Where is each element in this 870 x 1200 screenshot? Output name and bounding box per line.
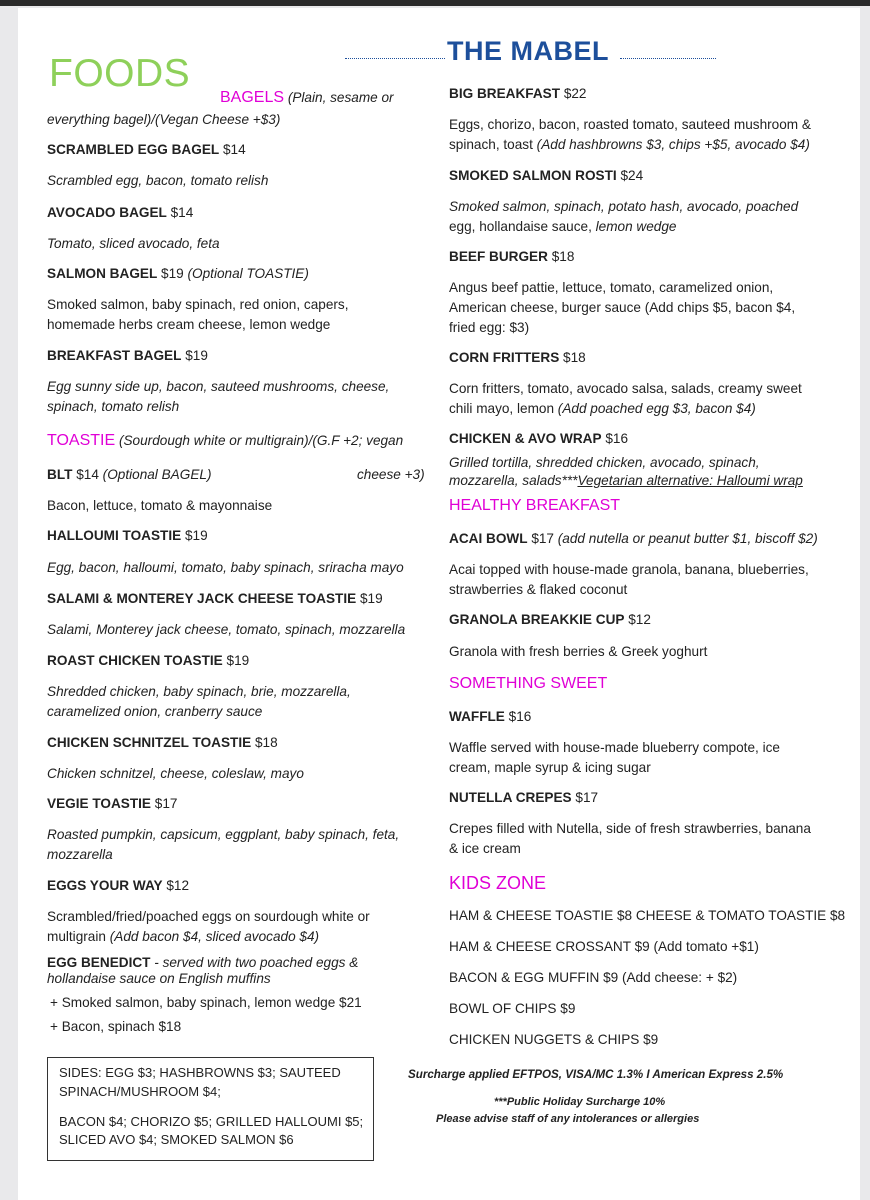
menu-item-scrambled-egg-bagel	[47, 140, 246, 160]
allergy-note: Please advise staff of any intolerances or allergies	[436, 1113, 700, 1125]
benedict-option: + Smoked salmon, baby spinach, lemon wedge $21	[50, 995, 362, 1010]
item-name: CHICKEN & AVO WRAP	[449, 431, 602, 446]
item-name: VEGIE TOASTIE	[47, 796, 151, 811]
sides-line: SPINACH/MUSHROOM $4;	[59, 1084, 221, 1099]
item-description: Smoked salmon, spinach, potato hash, avocado, poached	[449, 199, 799, 214]
item-price: $18	[551, 249, 575, 264]
kids-item: BOWL OF CHIPS $9	[449, 1001, 576, 1016]
item-price: $19	[226, 653, 250, 668]
item-price: $17	[575, 790, 599, 805]
item-description	[449, 399, 756, 419]
item-description	[449, 217, 676, 237]
item-description-part: lemon wedge	[595, 219, 677, 234]
item-name: EGG BENEDICT	[47, 955, 151, 970]
menu-item-chicken-avo-wrap	[449, 429, 628, 449]
item-description-part: mozzarella, salads***	[449, 473, 578, 488]
item-price: $14	[170, 205, 194, 220]
bagels-note: (Plain, sesame or	[287, 90, 394, 105]
item-description-part: multigrain	[47, 929, 106, 944]
item-name: BEEF BURGER	[449, 249, 548, 264]
item-description: Roasted pumpkin, capsicum, eggplant, baby spinach, feta,	[47, 827, 400, 842]
item-price: $19	[161, 266, 184, 281]
item-description: Waffle served with house-made blueberry compote, ice	[449, 740, 780, 755]
item-price: $12	[628, 612, 651, 627]
item-description: Eggs, chorizo, bacon, roasted tomato, sauteed mushroom &	[449, 117, 811, 132]
item-name: HALLOUMI TOASTIE	[47, 528, 182, 543]
menu-item-avocado-bagel	[47, 203, 193, 223]
item-description-part: egg, hollandaise sauce,	[449, 219, 592, 234]
item-name: ROAST CHICKEN TOASTIE	[47, 653, 223, 668]
item-description	[47, 927, 319, 947]
menu-item-nutella-crepes	[449, 788, 598, 808]
menu-item-chicken-schnitzel-toastie	[47, 733, 278, 753]
item-name: EGGS YOUR WAY	[47, 878, 163, 893]
benedict-option: + Bacon, spinach $18	[50, 1019, 182, 1034]
item-price: $19	[359, 591, 383, 606]
item-price: $12	[166, 878, 190, 893]
kids-item: CHICKEN NUGGETS & CHIPS $9	[449, 1032, 659, 1047]
kids-item: HAM & CHEESE TOASTIE $8 CHEESE & TOMATO TOASTIE $8	[449, 908, 846, 923]
menu-item-egg-benedict	[47, 955, 358, 971]
item-name: WAFFLE	[449, 709, 505, 724]
item-description: Tomato, sliced avocado, feta	[47, 236, 220, 251]
menu-item-corn-fritters	[449, 348, 586, 368]
menu-item-big-breakfast	[449, 84, 587, 104]
bagels-note-cont: everything bagel)/(Vegan Cheese +$3)	[47, 112, 281, 127]
bagels-heading: BAGELS	[220, 89, 285, 106]
toastie-section	[47, 431, 403, 451]
item-description-part: spinach, toast	[449, 137, 533, 152]
item-description: American cheese, burger sauce (Add chips $5, bacon $4,	[449, 300, 796, 315]
item-price: $19	[184, 528, 208, 543]
item-name: CORN FRITTERS	[449, 350, 560, 365]
item-price: $22	[563, 86, 587, 101]
menu-item-granola-breakkie-cup	[449, 610, 651, 630]
holiday-surcharge-note: ***Public Holiday Surcharge 10%	[494, 1096, 666, 1108]
foods-heading: FOODS	[49, 52, 191, 95]
item-name: SALMON BAGEL	[47, 266, 158, 281]
menu-item-breakfast-bagel	[47, 346, 208, 366]
item-price: $18	[563, 350, 586, 365]
item-addons: (Add poached egg $3, bacon $4)	[557, 401, 756, 416]
title-dots-left	[345, 58, 445, 59]
item-addons: (Add hashbrowns $3, chips +$5, avocado $4)	[536, 137, 810, 152]
item-description: Egg sunny side up, bacon, sauteed mushrooms, cheese,	[47, 379, 390, 394]
window-top-bar	[0, 0, 870, 6]
item-description: homemade herbs cream cheese, lemon wedge	[47, 317, 331, 332]
item-name: CHICKEN SCHNITZEL TOASTIE	[47, 735, 252, 750]
item-description: Salami, Monterey jack cheese, tomato, spinach, mozzarella	[47, 622, 406, 637]
something-sweet-heading: SOMETHING SWEET	[449, 675, 608, 692]
item-description: spinach, tomato relish	[47, 399, 180, 414]
item-description: Crepes filled with Nutella, side of fresh strawberries, banana	[449, 821, 811, 836]
item-description: caramelized onion, cranberry sauce	[47, 704, 263, 719]
menu-item-beef-burger	[449, 247, 574, 267]
surcharge-note: Surcharge applied EFTPOS, VISA/MC 1.3% I American Express 2.5%	[408, 1068, 784, 1081]
item-description: Granola with fresh berries & Greek yoghurt	[449, 644, 708, 659]
toastie-heading: TOASTIE	[47, 432, 116, 449]
menu-item-halloumi-toastie	[47, 526, 208, 546]
item-description-part: chili mayo, lemon	[449, 401, 555, 416]
item-note: (Optional TOASTIE)	[187, 266, 309, 281]
item-description: fried egg: $3)	[449, 320, 530, 335]
item-name: AVOCADO BAGEL	[47, 205, 167, 220]
item-price: $14	[76, 467, 99, 482]
kids-zone-heading: KIDS ZONE	[449, 873, 547, 893]
item-name: GRANOLA BREAKKIE CUP	[449, 612, 625, 627]
item-description: cream, maple syrup & icing sugar	[449, 760, 651, 775]
item-description: Smoked salmon, baby spinach, red onion, capers,	[47, 297, 349, 312]
item-price: $16	[508, 709, 532, 724]
kids-item: BACON & EGG MUFFIN $9 (Add cheese: + $2)	[449, 970, 738, 985]
item-name: SCRAMBLED EGG BAGEL	[47, 142, 220, 157]
menu-item-waffle	[449, 707, 531, 727]
sides-line: SIDES: EGG $3; HASHBROWNS $3; SAUTEED	[59, 1065, 341, 1080]
item-description: mozzarella	[47, 847, 113, 862]
item-description: Scrambled egg, bacon, tomato relish	[47, 173, 269, 188]
toastie-note: (Sourdough white or multigrain)/(G.F +2; vegan	[118, 433, 404, 448]
item-note: - served with two poached eggs &	[154, 955, 359, 970]
item-description: Grilled tortilla, shredded chicken, avocado, spinach,	[449, 455, 760, 470]
sides-line: BACON $4; CHORIZO $5; GRILLED HALLOUMI $5;	[59, 1114, 364, 1129]
item-price: $16	[605, 431, 629, 446]
item-price: $18	[254, 735, 278, 750]
item-price: $17	[531, 531, 554, 546]
item-name: SALAMI & MONTEREY JACK CHEESE TOASTIE	[47, 591, 357, 606]
item-description: Egg, bacon, halloumi, tomato, baby spinach, sriracha mayo	[47, 560, 404, 575]
item-description: Acai topped with house-made granola, banana, blueberries,	[449, 562, 809, 577]
menu-item-salmon-bagel	[47, 264, 309, 284]
sides-line: SLICED AVO $4; SMOKED SALMON $6	[59, 1132, 294, 1147]
item-note-cont: hollandaise sauce on English muffins	[47, 971, 271, 986]
item-alternative: Vegetarian alternative: Halloumi wrap	[577, 473, 803, 488]
cafe-title: THE MABEL	[447, 36, 609, 66]
item-description: & ice cream	[449, 841, 521, 856]
item-price: $24	[620, 168, 644, 183]
bagels-section	[220, 88, 394, 108]
title-dots-right	[620, 58, 716, 59]
item-description: Corn fritters, tomato, avocado salsa, salads, creamy sweet	[449, 381, 802, 396]
item-description: Chicken schnitzel, cheese, coleslaw, mayo	[47, 766, 304, 781]
item-description: Angus beef pattie, lettuce, tomato, caramelized onion,	[449, 280, 774, 295]
item-name: BLT	[47, 467, 73, 482]
menu-item-acai-bowl	[449, 529, 818, 549]
toastie-note-cont: cheese +3)	[357, 467, 425, 482]
item-name: SMOKED SALMON ROSTI	[449, 168, 617, 183]
item-description: Shredded chicken, baby spinach, brie, mozzarella,	[47, 684, 351, 699]
item-description: Bacon, lettuce, tomato & mayonnaise	[47, 498, 273, 513]
healthy-breakfast-heading: HEALTHY BREAKFAST	[449, 497, 621, 514]
menu-item-vegie-toastie	[47, 794, 177, 814]
item-name: ACAI BOWL	[449, 531, 528, 546]
item-name: BIG BREAKFAST	[449, 86, 561, 101]
menu-item-roast-chicken-toastie	[47, 651, 249, 671]
item-description	[449, 471, 803, 491]
item-price: $14	[222, 142, 246, 157]
item-note: (Optional BAGEL)	[102, 467, 212, 482]
kids-item: HAM & CHEESE CROSSANT $9 (Add tomato +$1)	[449, 939, 759, 954]
menu-item-smoked-salmon-rosti	[449, 166, 643, 186]
item-description: strawberries & flaked coconut	[449, 582, 628, 597]
item-description: Scrambled/fried/poached eggs on sourdough white or	[47, 909, 370, 924]
item-name: BREAKFAST BAGEL	[47, 348, 182, 363]
item-price: $17	[154, 796, 178, 811]
item-addons: (Add bacon $4, sliced avocado $4)	[109, 929, 320, 944]
item-name: NUTELLA CREPES	[449, 790, 572, 805]
menu-item-salami-toastie	[47, 589, 383, 609]
menu-item-blt	[47, 465, 211, 485]
item-description	[449, 135, 810, 155]
item-addons: (add nutella or peanut butter $1, biscoff $2)	[557, 531, 818, 546]
menu-item-eggs-your-way	[47, 876, 189, 896]
item-price: $19	[185, 348, 208, 363]
